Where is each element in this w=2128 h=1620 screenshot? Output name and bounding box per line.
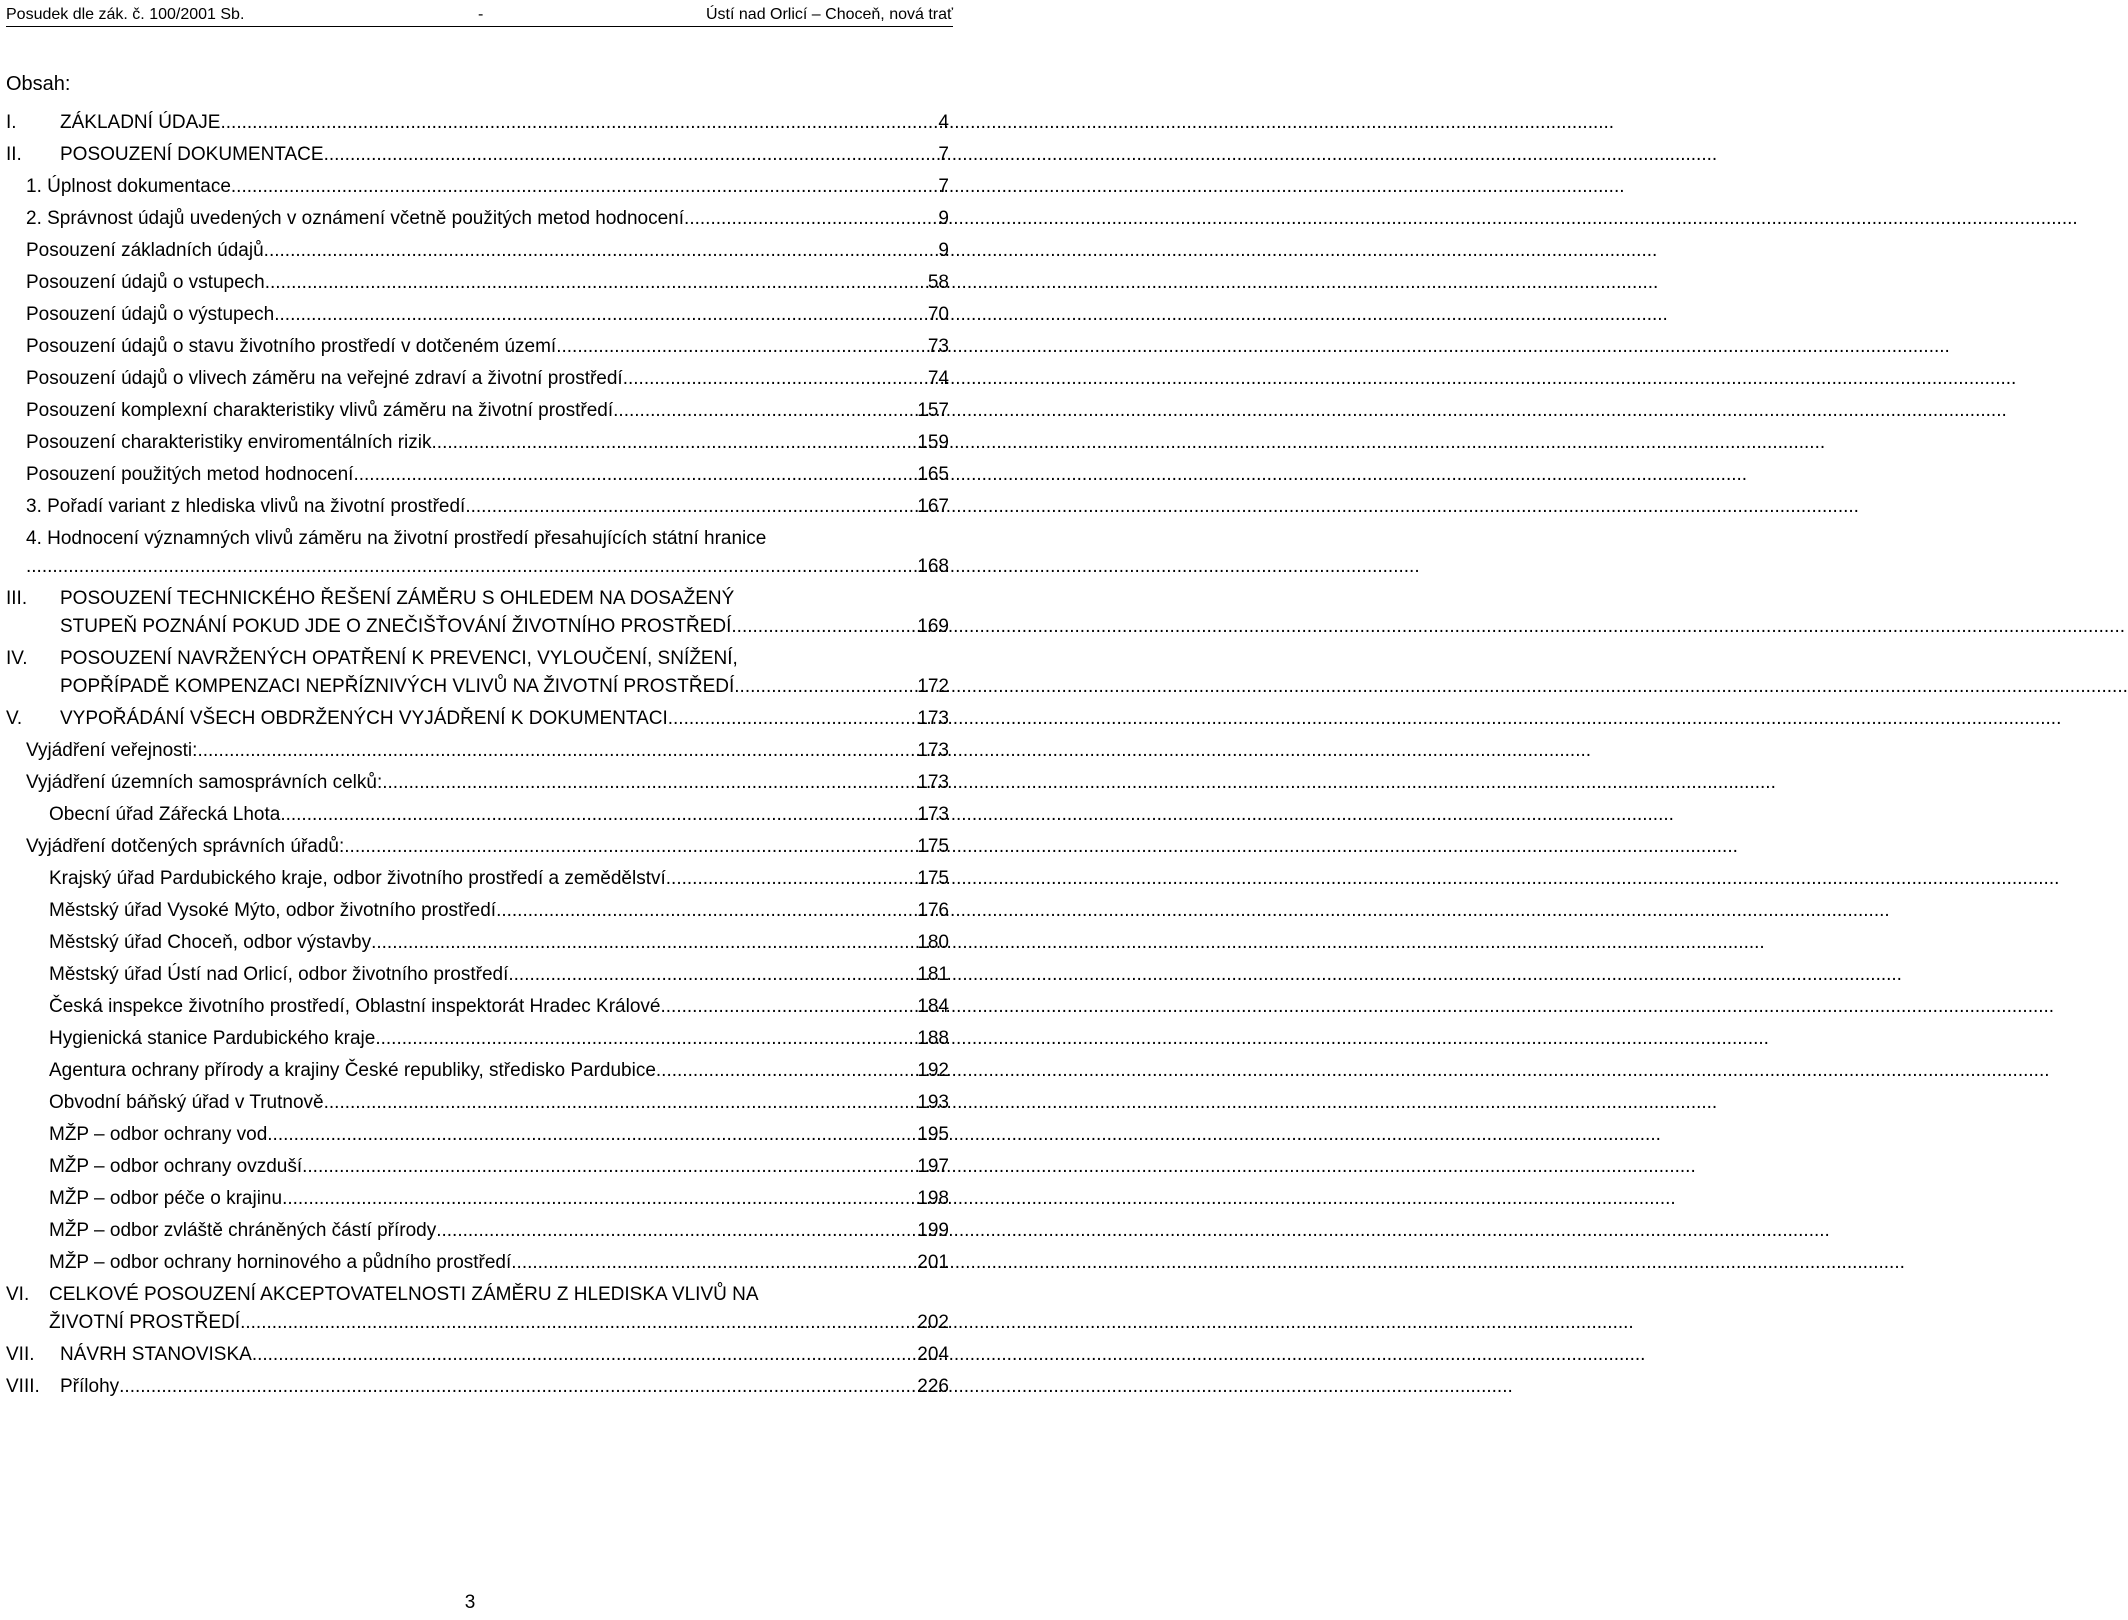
toc-entry-page: 157: [917, 400, 949, 421]
dot-leader: [613, 395, 915, 427]
dot-leader: [660, 991, 915, 1023]
toc-entry-title: MŽP – odbor ochrany ovzduší: [49, 1156, 303, 1177]
toc-entry-page: 175: [917, 836, 949, 857]
dot-leader: [252, 1339, 915, 1371]
toc-entry[interactable]: [6, 395, 949, 427]
dot-leader: [353, 459, 915, 491]
dot-leader: [119, 1371, 915, 1403]
toc-entry-page: 188: [917, 1028, 949, 1049]
toc-entry-title: Vyjádření veřejnosti:: [26, 740, 198, 761]
toc-entry[interactable]: [6, 767, 949, 799]
toc-entry[interactable]: [6, 107, 949, 139]
toc-entry[interactable]: [6, 363, 949, 395]
dot-leader: [382, 767, 915, 799]
toc-entry-title: Posouzení údajů o výstupech: [26, 304, 275, 325]
toc-entry-title: MŽP – odbor péče o krajinu: [49, 1188, 283, 1209]
page-number: 3: [464, 1592, 476, 1613]
toc-entry-title: Posouzení údajů o vlivech záměru na veřejné zdraví a životní prostředí: [26, 368, 623, 389]
toc-entry-page: 4: [938, 112, 949, 133]
toc-entry-page: 195: [917, 1124, 949, 1145]
table-of-contents: [6, 107, 949, 1403]
toc-entry-page: 167: [917, 496, 949, 517]
toc-entry-page: 169: [917, 616, 949, 637]
toc-entry-title: Městský úřad Ústí nad Orlicí, odbor životního prostředí: [49, 964, 509, 985]
toc-entry-number: IV.: [6, 648, 28, 669]
toc-entry[interactable]: [6, 1183, 949, 1215]
toc-entry-title: Krajský úřad Pardubického kraje, odbor životního prostředí a zemědělství: [49, 868, 666, 889]
toc-entry-title: POSOUZENÍ DOKUMENTACE: [60, 144, 324, 165]
toc-entry[interactable]: [6, 331, 949, 363]
dot-leader: [511, 1247, 915, 1279]
dot-leader: [344, 831, 915, 863]
toc-entry-number: II.: [6, 144, 22, 165]
toc-entry[interactable]: [6, 491, 949, 523]
toc-entry-title: Agentura ochrany přírody a krajiny České republiky, středisko Pardubice: [49, 1060, 656, 1081]
toc-entry[interactable]: [6, 523, 949, 583]
dot-leader: [231, 171, 937, 203]
toc-entry-title: Vyjádření dotčených správních úřadů:: [26, 836, 345, 857]
toc-entry-title: MŽP – odbor zvláště chráněných částí přírody: [49, 1220, 437, 1241]
dot-leader: [375, 1023, 915, 1055]
toc-entry-title: NÁVRH STANOVISKA: [60, 1344, 252, 1365]
toc-entry-title: CELKOVÉ POSOUZENÍ AKCEPTOVATELNOSTI ZÁMĚRU Z HLEDISKA VLIVŮ NA: [49, 1284, 759, 1305]
toc-entry-page: 173: [917, 708, 949, 729]
toc-entry-title: Městský úřad Vysoké Mýto, odbor životního prostředí: [49, 900, 497, 921]
toc-entry-page: 192: [917, 1060, 949, 1081]
header-left: Posudek dle zák. č. 100/2001 Sb.: [6, 6, 245, 23]
toc-entry-page: 198: [917, 1188, 949, 1209]
toc-entry-page: 165: [917, 464, 949, 485]
toc-entry-page: 176: [917, 900, 949, 921]
dot-leader: [666, 863, 916, 895]
toc-entry-title: POSOUZENÍ TECHNICKÉHO ŘEŠENÍ ZÁMĚRU S OHLEDEM NA DOSAŽENÝ: [60, 588, 735, 609]
toc-entry-title: Posouzení charakteristiky enviromentálních rizik: [26, 432, 432, 453]
toc-entry-number: VIII.: [6, 1376, 40, 1397]
toc-entry-number: I.: [6, 112, 17, 133]
toc-entry-page: 73: [927, 336, 949, 357]
toc-entry-title: Hygienická stanice Pardubického kraje: [49, 1028, 376, 1049]
dot-leader: [280, 799, 915, 831]
dot-leader: [496, 895, 915, 927]
dot-leader: [556, 331, 926, 363]
toc-entry[interactable]: [6, 427, 949, 459]
toc-entry-title: Obecní úřad Zářecká Lhota: [49, 804, 281, 825]
toc-entry-number: VII.: [6, 1344, 35, 1365]
toc-entry-title: Posouzení použitých metod hodnocení: [26, 464, 354, 485]
toc-entry-page: 58: [927, 272, 949, 293]
toc-entry[interactable]: [6, 799, 949, 831]
dot-leader: [432, 427, 916, 459]
toc-entry-page: 9: [938, 208, 949, 229]
header-right: Ústí nad Orlicí – Choceň, nová trať: [706, 6, 953, 23]
toc-entry-title: ZÁKLADNÍ ÚDAJE: [60, 112, 221, 133]
toc-entry-title: Česká inspekce životního prostředí, Oblastní inspektorát Hradec Králové: [49, 996, 661, 1017]
toc-entry[interactable]: [6, 459, 949, 491]
toc-entry-title: ŽIVOTNÍ PROSTŘEDÍ: [49, 1312, 241, 1333]
toc-entry-title: 3. Pořadí variant z hlediska vlivů na životní prostředí: [26, 496, 466, 517]
dot-leader: [371, 927, 915, 959]
toc-entry[interactable]: [6, 959, 949, 991]
dot-leader: [274, 299, 926, 331]
dot-leader: [240, 1307, 915, 1339]
toc-entry[interactable]: [6, 991, 949, 1023]
toc-entry-page: 70: [927, 304, 949, 325]
dot-leader: [465, 491, 915, 523]
toc-entry-page: 184: [917, 996, 949, 1017]
toc-entry-page: 202: [917, 1312, 949, 1333]
toc-entry-title: 4. Hodnocení významných vlivů záměru na životní prostředí přesahujících státní hranice: [26, 528, 767, 549]
toc-entry-title: POSOUZENÍ NAVRŽENÝCH OPATŘENÍ K PREVENCI, VYLOUČENÍ, SNÍŽENÍ,: [60, 648, 738, 669]
toc-entry[interactable]: [6, 1215, 949, 1247]
toc-entry-page: 9: [938, 240, 949, 261]
toc-entry-page: 204: [917, 1344, 949, 1365]
toc-entry-page: 199: [917, 1220, 949, 1241]
toc-entry[interactable]: [6, 1371, 949, 1403]
toc-entry-page: 172: [917, 676, 949, 697]
toc-entry-title: POPŘÍPADĚ KOMPENZACI NEPŘÍZNIVÝCH VLIVŮ NA ŽIVOTNÍ PROSTŘEDÍ: [60, 676, 735, 697]
toc-entry-page: 159: [917, 432, 949, 453]
toc-entry-page: 173: [917, 772, 949, 793]
toc-entry-page: 197: [917, 1156, 949, 1177]
toc-entry[interactable]: [6, 643, 949, 703]
toc-entry-page: 181: [917, 964, 949, 985]
toc-entry-title: Městský úřad Choceň, odbor výstavby: [49, 932, 372, 953]
running-header: [6, 4, 953, 27]
toc-title: Obsah:: [6, 73, 71, 95]
dot-leader: [324, 1087, 916, 1119]
toc-entry-title: MŽP – odbor ochrany vod: [49, 1124, 268, 1145]
toc-entry[interactable]: [6, 1279, 949, 1339]
toc-entry[interactable]: [6, 863, 949, 895]
toc-entry-page: 193: [917, 1092, 949, 1113]
dot-leader: [324, 139, 937, 171]
toc-entry-title: Obvodní báňský úřad v Trutnově: [49, 1092, 324, 1113]
toc-entry-title: 1. Úplnost dokumentace: [26, 176, 231, 197]
toc-entry-page: 173: [917, 804, 949, 825]
toc-entry-page: 168: [917, 556, 949, 577]
toc-entry-page: 175: [917, 868, 949, 889]
toc-entry-title: MŽP – odbor ochrany horninového a půdního prostředí: [49, 1252, 512, 1273]
toc-entry[interactable]: [6, 1087, 949, 1119]
dot-leader: [623, 363, 926, 395]
dot-leader: [264, 235, 937, 267]
toc-entry[interactable]: [6, 299, 949, 331]
toc-entry[interactable]: [6, 1119, 949, 1151]
dot-leader: [267, 1119, 915, 1151]
toc-entry-page: 201: [917, 1252, 949, 1273]
toc-entry[interactable]: [6, 735, 949, 767]
toc-entry-page: 180: [917, 932, 949, 953]
toc-entry-title: Posouzení komplexní charakteristiky vlivů záměru na životní prostředí: [26, 400, 614, 421]
dot-leader: [26, 551, 915, 583]
dot-leader: [684, 203, 936, 235]
dot-leader: [436, 1215, 915, 1247]
toc-entry[interactable]: [6, 831, 949, 863]
toc-entry[interactable]: [6, 927, 949, 959]
dot-leader: [220, 107, 936, 139]
toc-entry-title: VYPOŘÁDÁNÍ VŠECH OBDRŽENÝCH VYJÁDŘENÍ K DOKUMENTACI: [60, 708, 668, 729]
toc-entry-title: Posouzení údajů o stavu životního prostředí v dotčeném území: [26, 336, 557, 357]
toc-entry-number: V.: [6, 708, 23, 729]
toc-entry[interactable]: [6, 1151, 949, 1183]
toc-entry[interactable]: [6, 203, 949, 235]
toc-entry-page: 226: [917, 1376, 949, 1397]
dot-leader: [668, 703, 916, 735]
toc-entry-title: 2. Správnost údajů uvedených v oznámení včetně použitých metod hodnocení: [26, 208, 685, 229]
toc-entry-title: Vyjádření územních samosprávních celků:: [26, 772, 383, 793]
toc-entry[interactable]: [6, 895, 949, 927]
dot-leader: [731, 611, 915, 643]
dot-leader: [265, 267, 926, 299]
toc-entry[interactable]: [6, 267, 949, 299]
toc-entry[interactable]: [6, 171, 949, 203]
toc-entry-page: 173: [917, 740, 949, 761]
toc-entry-title: Přílohy: [60, 1376, 120, 1397]
toc-entry-page: 7: [938, 144, 949, 165]
toc-entry[interactable]: [6, 235, 949, 267]
toc-entry-title: STUPEŇ POZNÁNÍ POKUD JDE O ZNEČIŠŤOVÁNÍ ŽIVOTNÍHO PROSTŘEDÍ: [60, 616, 732, 637]
toc-entry-number: III.: [6, 588, 28, 609]
dot-leader: [282, 1183, 915, 1215]
toc-entry-title: Posouzení základních údajů: [26, 240, 264, 261]
toc-entry[interactable]: [6, 139, 949, 171]
toc-entry[interactable]: [6, 1055, 949, 1087]
toc-entry-title: Posouzení údajů o vstupech: [26, 272, 265, 293]
dot-leader: [197, 735, 915, 767]
dot-leader: [508, 959, 915, 991]
toc-entry[interactable]: [6, 703, 949, 735]
toc-entry-number: VI.: [6, 1284, 30, 1305]
toc-entry[interactable]: [6, 1339, 949, 1371]
dot-leader: [302, 1151, 915, 1183]
header-center: -: [478, 6, 484, 23]
toc-entry[interactable]: [6, 1247, 949, 1279]
toc-entry[interactable]: [6, 1023, 949, 1055]
toc-entry[interactable]: [6, 583, 949, 643]
dot-leader: [656, 1055, 915, 1087]
dot-leader: [734, 671, 915, 703]
toc-entry-page: 74: [927, 368, 949, 389]
toc-entry-page: 7: [938, 176, 949, 197]
